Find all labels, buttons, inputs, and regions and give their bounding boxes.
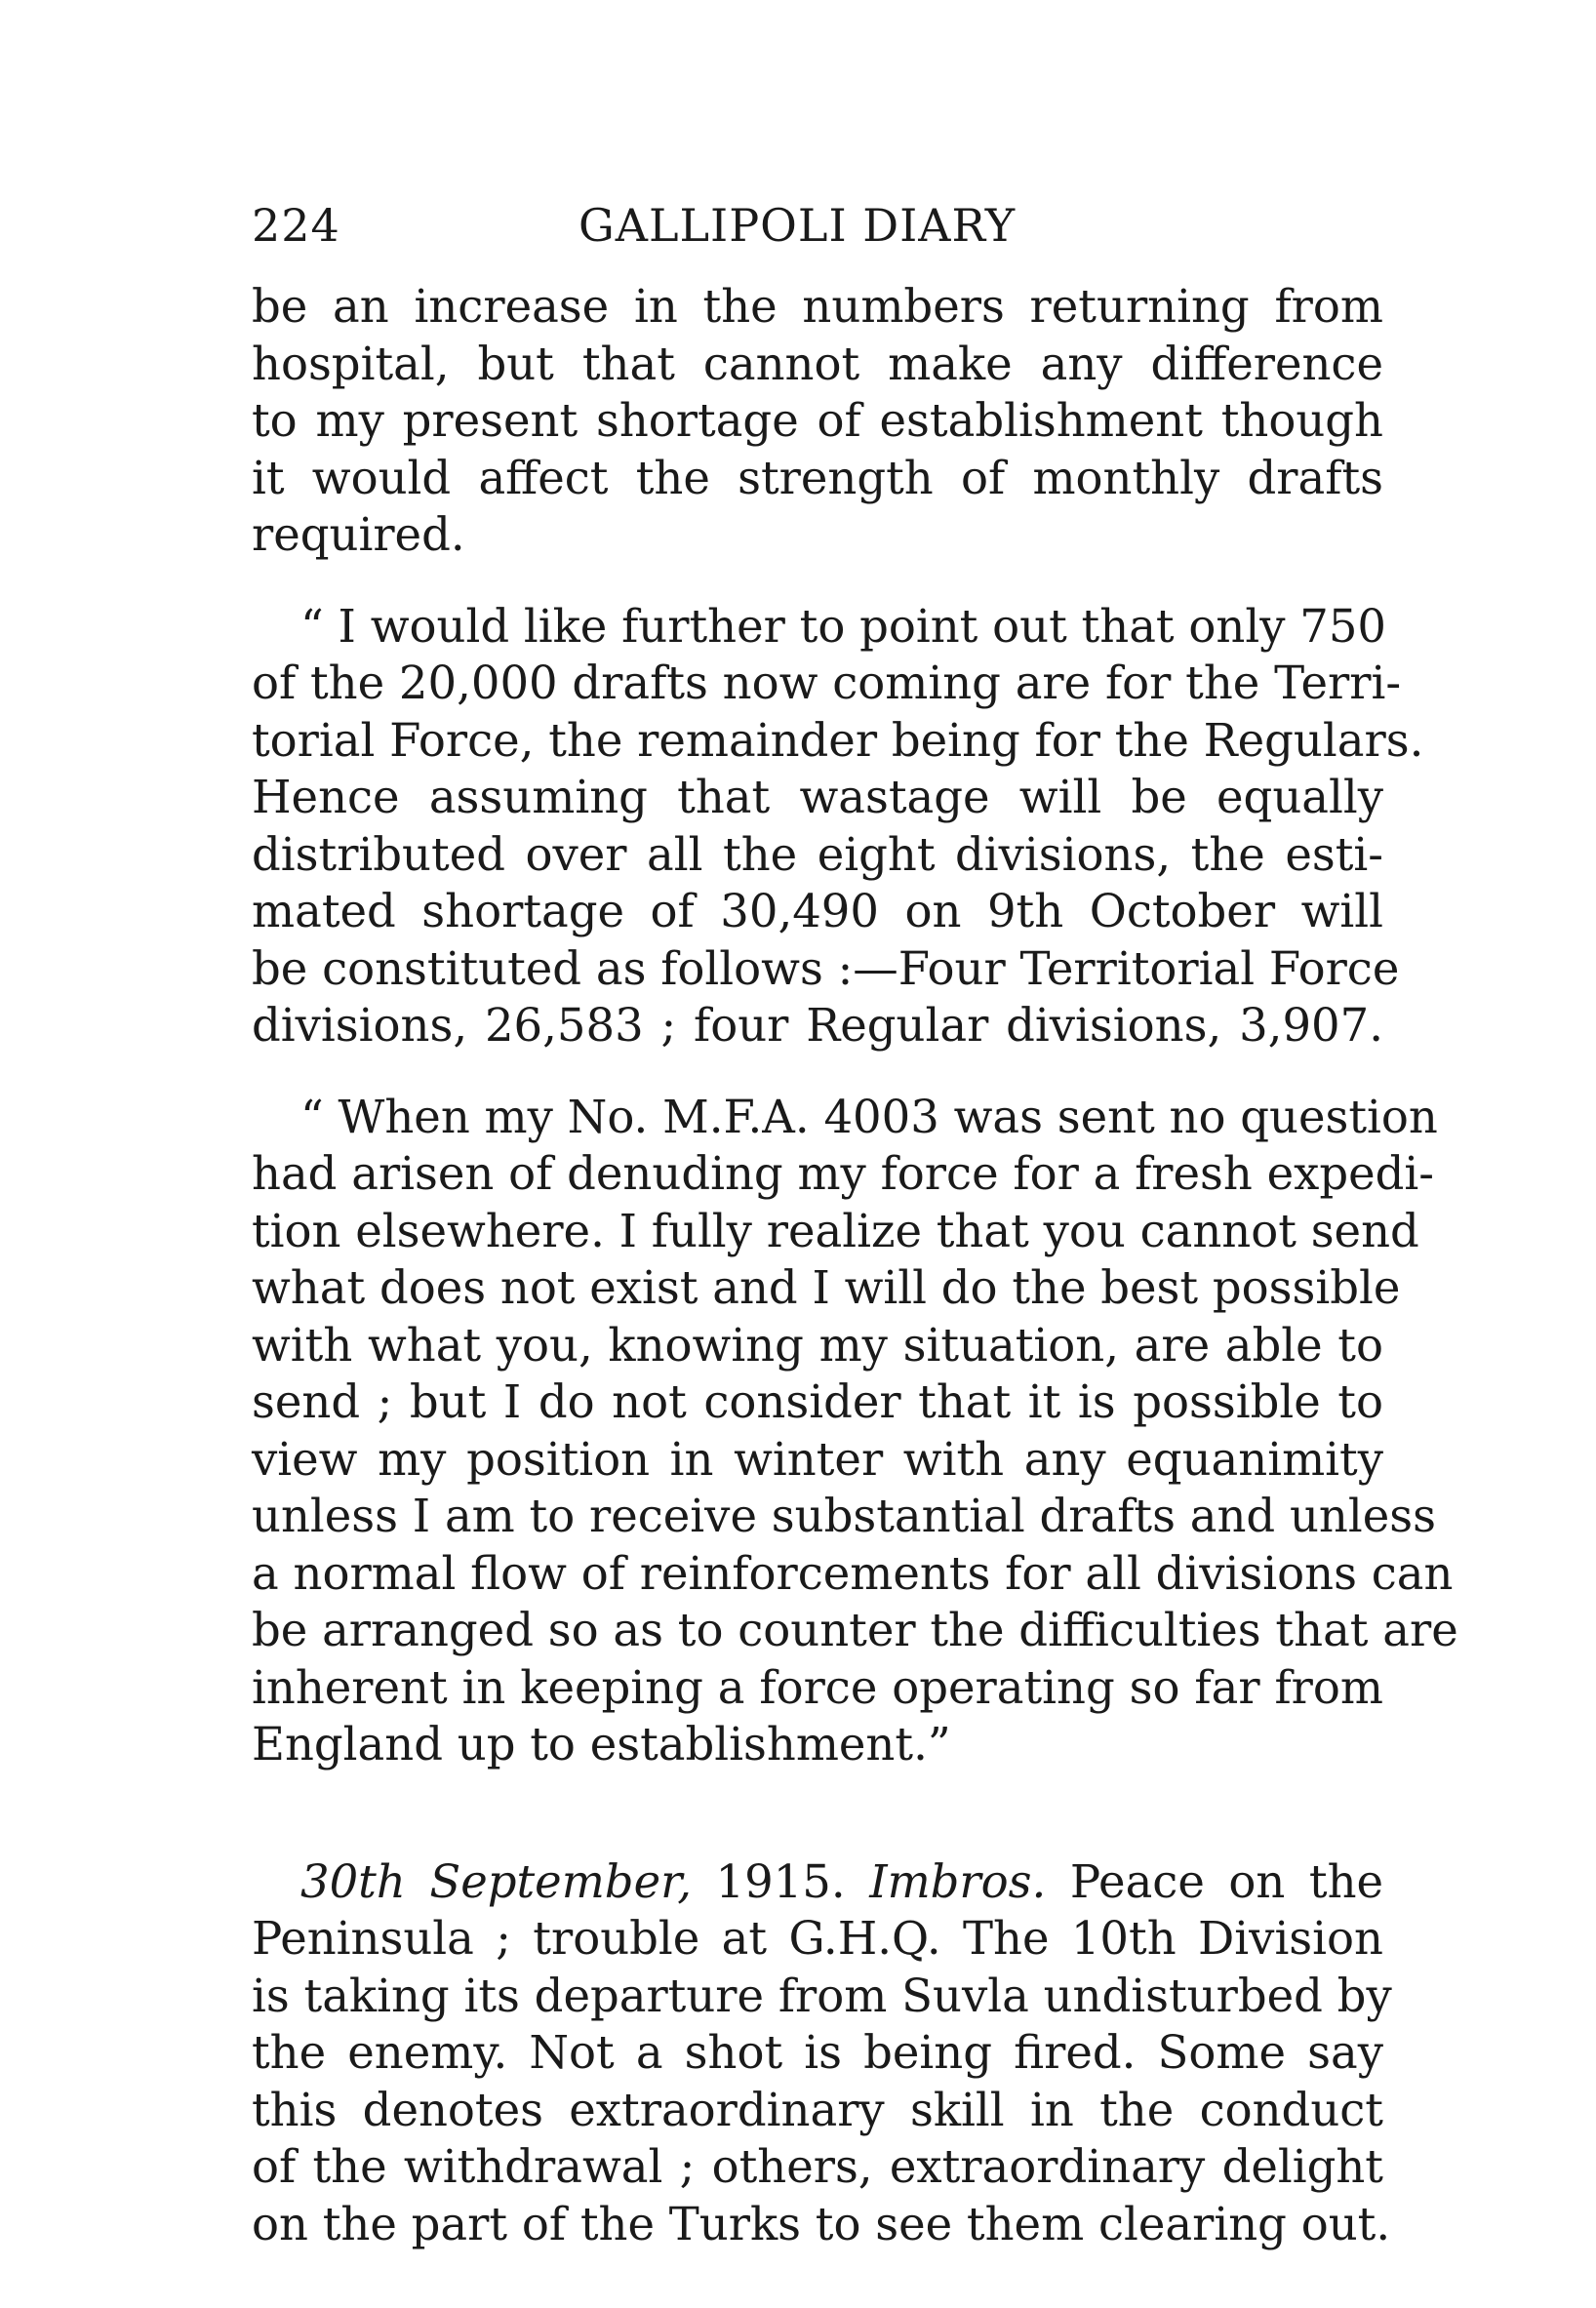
text-line: Hence assuming that wastage will be equally <box>252 771 1383 823</box>
text-line: be an increase in the numbers returning from <box>252 280 1383 333</box>
text-line: Peninsula ; trouble at G.H.Q. The 10th Division <box>252 1912 1383 1965</box>
text-line: be constituted as follows :—Four Territorial Force <box>252 941 1400 995</box>
text-line: what does not exist and I will do the best possible <box>252 1261 1401 1314</box>
text-line: the enemy. Not a shot is being fired. Some say <box>252 2026 1383 2079</box>
diary-entry-paragraph <box>252 1853 1392 2253</box>
diary-entry-heading-line <box>252 1853 1383 1911</box>
text-line: a normal flow of reinforcements for all divisions can <box>252 1546 1454 1600</box>
body-text <box>252 278 1458 2252</box>
entry-place: Imbros. <box>869 1854 1047 1908</box>
entry-date-day: 30th <box>300 1854 406 1908</box>
entry-text-start: Peace on the <box>1069 1854 1384 1908</box>
entry-date-month: September, <box>429 1854 692 1908</box>
text-line: hospital, but that cannot make any difference <box>252 337 1383 390</box>
text-line: is taking its departure from Suvla undisturbed by <box>252 1969 1392 2022</box>
text-line: mated shortage of 30,490 on 9th October will <box>252 885 1383 937</box>
entry-date-year: 1915. <box>715 1854 846 1908</box>
text-line: “ When my No. M.F.A. 4003 was sent no question <box>300 1090 1438 1143</box>
text-line: England up to establishment.” <box>252 1718 951 1771</box>
section-spacing <box>252 1773 1383 1853</box>
text-line: it would affect the strength of monthly drafts <box>252 451 1383 504</box>
text-line: on the part of the Turks to see them clearing out. <box>252 2197 1391 2250</box>
text-line: view my position in winter with any equanimity <box>252 1432 1383 1486</box>
paragraph-2 <box>252 598 1424 1055</box>
text-line: divisions, 26,583 ; four Regular divisions, 3,907. <box>252 999 1383 1052</box>
text-line: of the 20,000 drafts now coming are for the Terri- <box>252 657 1402 709</box>
text-line: inherent in keeping a force operating so far from <box>252 1660 1383 1714</box>
text-line: had arisen of denuding my force for a fresh expedi- <box>252 1147 1435 1200</box>
text-line: to my present shortage of establishment though <box>252 394 1383 447</box>
paragraph-spacing <box>252 564 1383 598</box>
paragraph-spacing <box>252 1055 1383 1089</box>
running-title: GALLIPOLI DIARY <box>579 199 1017 252</box>
text-line: “ I would like further to point out that only 750 <box>300 599 1387 653</box>
text-line: be arranged so as to counter the difficulties that are <box>252 1604 1458 1656</box>
page-number: 224 <box>252 199 340 252</box>
paragraph-1 <box>252 278 1383 564</box>
running-head <box>252 191 1091 259</box>
text-line: torial Force, the remainder being for the Regulars. <box>252 713 1424 767</box>
text-line: with what you, knowing my situation, are able to <box>252 1318 1383 1372</box>
text-line: this denotes extraordinary skill in the conduct <box>252 2083 1383 2136</box>
paragraph-3 <box>252 1089 1458 1773</box>
text-line: unless I am to receive substantial drafts and unless <box>252 1490 1436 1542</box>
text-line: send ; but I do not consider that it is possible to <box>252 1375 1383 1428</box>
text-line: distributed over all the eight divisions, the esti- <box>252 827 1383 881</box>
text-line: tion elsewhere. I fully realize that you cannot send <box>252 1204 1419 1257</box>
text-line: required. <box>252 508 465 561</box>
text-line: of the withdrawal ; others, extraordinary delight <box>252 2140 1383 2193</box>
